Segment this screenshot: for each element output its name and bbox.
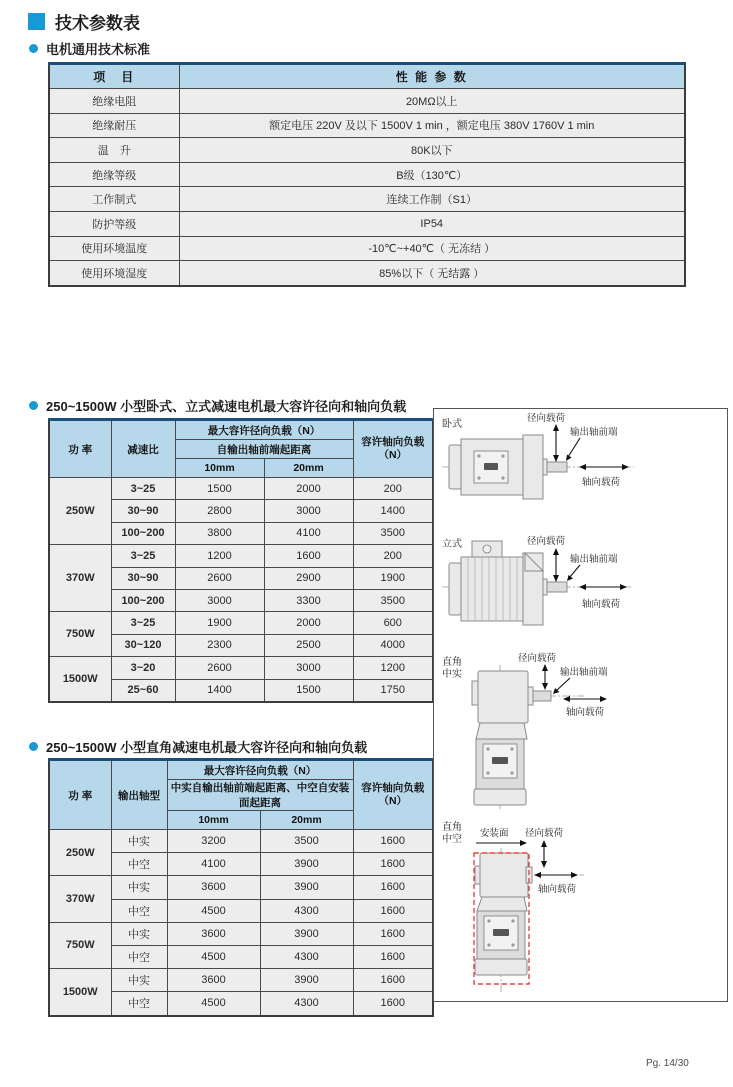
- motor-illustration: [449, 541, 567, 625]
- vertical-motor-diagram: [434, 529, 725, 651]
- radial-load-label: 径向载荷: [517, 653, 557, 664]
- radial-20mm-cell: 4100: [264, 522, 353, 544]
- table-row: [49, 138, 685, 163]
- col-header-20mm: 20mm: [260, 811, 353, 830]
- type-cell: 100~200: [111, 589, 175, 611]
- axial-cell: 1600: [353, 922, 433, 945]
- value-cell: 80K以下: [179, 138, 685, 163]
- radial-10mm-cell: 3000: [175, 589, 264, 611]
- type-cell: 中实: [111, 876, 167, 899]
- col-header-radial-load: 最大容许径向负载（N）: [175, 420, 353, 440]
- item-cell: 绝缘等级: [49, 162, 179, 187]
- table-row: [49, 478, 433, 500]
- axial-cell: 1600: [353, 945, 433, 968]
- table-row: [49, 211, 685, 236]
- item-cell: 使用环境温度: [49, 236, 179, 261]
- radial-load-arrow: [553, 424, 559, 462]
- axial-load-arrow: [534, 872, 578, 878]
- horizontal-motor-diagram: [434, 409, 725, 529]
- type-cell: 中空: [111, 853, 167, 876]
- axial-cell: 1600: [353, 969, 433, 992]
- axial-load-label: 轴向载荷: [582, 477, 621, 488]
- axial-cell: 1600: [353, 992, 433, 1016]
- diagram-label: 直角: [442, 657, 462, 668]
- power-cell: 250W: [49, 478, 111, 545]
- radial-20mm-cell: 4300: [260, 945, 353, 968]
- title-square-icon: [28, 13, 45, 30]
- table-row: [49, 236, 685, 261]
- axial-cell: 1600: [353, 876, 433, 899]
- radial-20mm-cell: 3900: [260, 853, 353, 876]
- radial-20mm-cell: 1500: [264, 679, 353, 702]
- power-cell: 750W: [49, 922, 111, 968]
- power-cell: 370W: [49, 545, 111, 612]
- section-heading-text: 250~1500W 小型卧式、立式减速电机最大容许径向和轴向负载: [46, 399, 407, 414]
- table-row: [49, 89, 685, 114]
- type-cell: 中空: [111, 945, 167, 968]
- axial-cell: 1900: [353, 567, 433, 589]
- radial-10mm-cell: 3600: [167, 969, 260, 992]
- col-header-ratio: 减速比: [111, 420, 175, 478]
- table-header-row: [49, 420, 433, 440]
- radial-10mm-cell: 4100: [167, 853, 260, 876]
- radial-load-label: 径向载荷: [526, 413, 566, 424]
- item-cell: 绝缘电阻: [49, 89, 179, 114]
- axial-cell: 4000: [353, 634, 433, 656]
- radial-10mm-cell: 2800: [175, 500, 264, 522]
- radial-10mm-cell: 1400: [175, 679, 264, 702]
- mounting-face-arrow: [476, 840, 527, 846]
- item-cell: 防护等级: [49, 211, 179, 236]
- table-row: [49, 657, 433, 679]
- table-row: [49, 612, 433, 634]
- col-header-distance: 自输出轴前端起距离: [175, 440, 353, 459]
- radial-20mm-cell: 3000: [264, 657, 353, 679]
- axial-load-arrow: [579, 584, 627, 590]
- table-row: [49, 830, 433, 853]
- table-row: [49, 922, 433, 945]
- load-direction-diagram-panel: [433, 408, 728, 1002]
- axial-load-label: 轴向载荷: [538, 884, 577, 895]
- axial-cell: 3500: [353, 522, 433, 544]
- section-heading-text: 电机通用技术标准: [46, 42, 151, 57]
- power-cell: 250W: [49, 830, 111, 876]
- shaft-front-label: 输出轴前端: [570, 427, 618, 438]
- radial-10mm-cell: 4500: [167, 992, 260, 1016]
- type-cell: 25~60: [111, 679, 175, 702]
- table-row: [49, 876, 433, 899]
- axial-cell: 1200: [353, 657, 433, 679]
- type-cell: 30~90: [111, 567, 175, 589]
- power-cell: 370W: [49, 876, 111, 922]
- diagram-label: 直角: [442, 822, 462, 833]
- col-header-10mm: 10mm: [167, 811, 260, 830]
- type-cell: 中实: [111, 969, 167, 992]
- general-standards-table: [48, 62, 686, 287]
- col-header-performance: 性 能 参 数: [179, 64, 685, 89]
- radial-20mm-cell: 3500: [260, 830, 353, 853]
- power-cell: 750W: [49, 612, 111, 657]
- table-header-row: [49, 760, 433, 780]
- radial-20mm-cell: 3900: [260, 922, 353, 945]
- radial-20mm-cell: 3000: [264, 500, 353, 522]
- col-header-power: 功 率: [49, 420, 111, 478]
- table-row: [49, 261, 685, 286]
- right-angle-solid-motor-diagram: [434, 651, 725, 816]
- radial-10mm-cell: 2600: [175, 567, 264, 589]
- radial-load-arrow: [541, 840, 547, 868]
- type-cell: 3~25: [111, 545, 175, 567]
- col-header-axial-load: 容许轴向负载 （N）: [353, 760, 433, 830]
- type-cell: 30~120: [111, 634, 175, 656]
- type-cell: 中空: [111, 992, 167, 1016]
- type-cell: 30~90: [111, 500, 175, 522]
- power-cell: 1500W: [49, 969, 111, 1016]
- shaft-front-leader-arrow: [553, 678, 570, 694]
- item-cell: 工作制式: [49, 187, 179, 212]
- axial-load-arrow: [579, 464, 629, 470]
- item-cell: 绝缘耐压: [49, 113, 179, 138]
- horizontal-vertical-load-table: [48, 418, 434, 703]
- value-cell: 20MΩ以上: [179, 89, 685, 114]
- section-heading-text: 250~1500W 小型直角减速电机最大容许径向和轴向负载: [46, 740, 368, 755]
- table-row: [49, 113, 685, 138]
- type-cell: 中实: [111, 922, 167, 945]
- col-header-distance: 中实自输出轴前端起距离、中空自安装面起距离: [167, 780, 353, 811]
- radial-10mm-cell: 2300: [175, 634, 264, 656]
- mounting-face-label: 安装面: [480, 828, 509, 839]
- value-cell: 85%以下（ 无结露 ）: [179, 261, 685, 286]
- radial-20mm-cell: 3900: [260, 969, 353, 992]
- axial-cell: 1750: [353, 679, 433, 702]
- col-header-shaft-type: 输出轴型: [111, 760, 167, 830]
- page-number: Pg. 14/30: [646, 1058, 689, 1069]
- radial-20mm-cell: 4300: [260, 992, 353, 1016]
- bullet-icon: [29, 44, 38, 53]
- radial-20mm-cell: 3900: [260, 876, 353, 899]
- page-title: [28, 9, 140, 34]
- axial-cell: 200: [353, 478, 433, 500]
- value-cell: 额定电压 220V 及以下 1500V 1 min ，额定电压 380V 1760V 1 min: [179, 113, 685, 138]
- type-cell: 3~25: [111, 478, 175, 500]
- type-cell: 3~20: [111, 657, 175, 679]
- radial-20mm-cell: 1600: [264, 545, 353, 567]
- bullet-icon: [29, 401, 38, 410]
- item-cell: 使用环境湿度: [49, 261, 179, 286]
- axial-load-label: 轴向载荷: [582, 599, 621, 610]
- diagram-label: 中空: [442, 834, 462, 845]
- shaft-front-leader-arrow: [567, 565, 580, 581]
- axial-load-label: 轴向载荷: [566, 707, 605, 718]
- axial-cell: 1600: [353, 830, 433, 853]
- shaft-front-leader-arrow: [566, 438, 580, 461]
- diagram-label: 卧式: [442, 419, 462, 430]
- radial-load-arrow: [542, 664, 548, 690]
- diagram-label: 立式: [442, 539, 462, 550]
- radial-20mm-cell: 2000: [264, 478, 353, 500]
- motor-illustration: [472, 671, 551, 805]
- axial-cell: 200: [353, 545, 433, 567]
- value-cell: 连续工作制（S1）: [179, 187, 685, 212]
- col-header-axial-load: 容许轴向负载 （N）: [353, 420, 433, 478]
- radial-20mm-cell: 2500: [264, 634, 353, 656]
- radial-10mm-cell: 4500: [167, 899, 260, 922]
- table-row: [49, 545, 433, 567]
- radial-10mm-cell: 3800: [175, 522, 264, 544]
- radial-10mm-cell: 1200: [175, 545, 264, 567]
- axial-cell: 1600: [353, 853, 433, 876]
- type-cell: 中空: [111, 899, 167, 922]
- value-cell: -10℃~+40℃（ 无冻结 ）: [179, 236, 685, 261]
- bullet-icon: [29, 742, 38, 751]
- shaft-front-label: 输出轴前端: [560, 667, 608, 678]
- motor-illustration: [449, 435, 567, 499]
- radial-10mm-cell: 1500: [175, 478, 264, 500]
- radial-20mm-cell: 4300: [260, 899, 353, 922]
- col-header-20mm: 20mm: [264, 459, 353, 478]
- value-cell: B级（130℃）: [179, 162, 685, 187]
- type-cell: 100~200: [111, 522, 175, 544]
- radial-load-label: 径向载荷: [526, 536, 566, 547]
- diagram-label: 中实: [442, 669, 462, 680]
- radial-20mm-cell: 2900: [264, 567, 353, 589]
- power-cell: 1500W: [49, 657, 111, 702]
- axial-cell: 1600: [353, 899, 433, 922]
- radial-load-arrow: [553, 548, 559, 582]
- section-heading-horizontal-vertical-loads: [29, 396, 406, 415]
- item-cell: 温 升: [49, 138, 179, 163]
- page-title-text: 技术参数表: [55, 14, 140, 33]
- table-row: [49, 162, 685, 187]
- axial-cell: 600: [353, 612, 433, 634]
- table-row: [49, 187, 685, 212]
- section-heading-right-angle-loads: [29, 737, 367, 756]
- radial-10mm-cell: 1900: [175, 612, 264, 634]
- type-cell: 3~25: [111, 612, 175, 634]
- radial-20mm-cell: 3300: [264, 589, 353, 611]
- radial-10mm-cell: 4500: [167, 945, 260, 968]
- col-header-10mm: 10mm: [175, 459, 264, 478]
- axial-cell: 1400: [353, 500, 433, 522]
- col-header-item: 项 目: [49, 64, 179, 89]
- table-row: [49, 969, 433, 992]
- right-angle-load-table: [48, 758, 434, 1017]
- radial-20mm-cell: 2000: [264, 612, 353, 634]
- right-angle-hollow-motor-diagram: [434, 816, 725, 1001]
- axial-cell: 3500: [353, 589, 433, 611]
- radial-10mm-cell: 2600: [175, 657, 264, 679]
- radial-10mm-cell: 3600: [167, 876, 260, 899]
- col-header-radial-load: 最大容许径向负载（N）: [167, 760, 353, 780]
- axial-load-arrow: [563, 696, 607, 702]
- section-heading-general-standards: [29, 39, 150, 58]
- table-header-row: [49, 64, 685, 89]
- radial-10mm-cell: 3600: [167, 922, 260, 945]
- motor-illustration: [475, 853, 532, 975]
- radial-load-label: 径向载荷: [524, 828, 564, 839]
- value-cell: IP54: [179, 211, 685, 236]
- type-cell: 中实: [111, 830, 167, 853]
- shaft-front-label: 输出轴前端: [570, 554, 618, 565]
- col-header-power: 功 率: [49, 760, 111, 830]
- radial-10mm-cell: 3200: [167, 830, 260, 853]
